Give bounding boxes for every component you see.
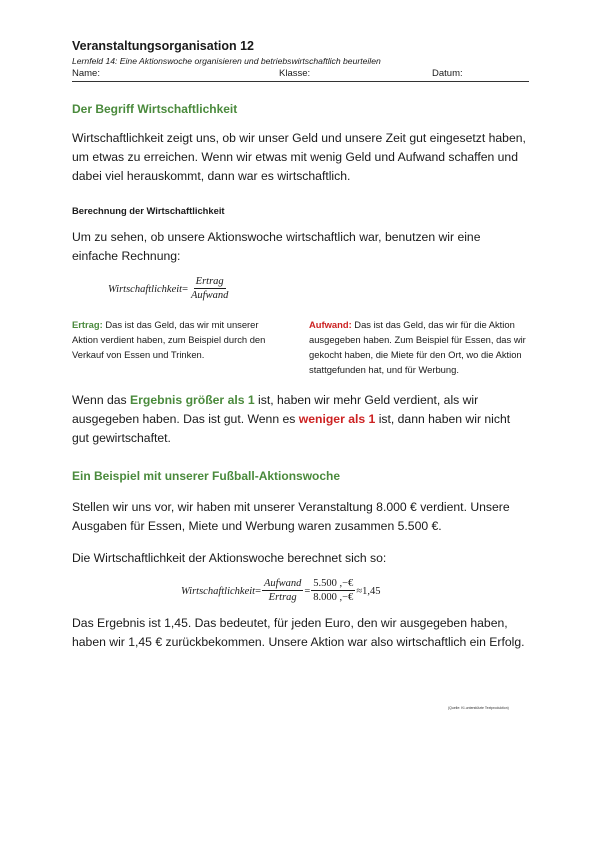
result-part1: Wenn das [72, 393, 131, 407]
formula-fraction [189, 276, 230, 302]
result-part3: ist, dann haben wir nicht gut gewirtschaftet. [72, 412, 511, 445]
datum-field-label: Datum: [432, 68, 463, 79]
section-heading-begriff: Der Begriff Wirtschaftlichkeit [72, 102, 238, 116]
formula-denominator: Aufwand [191, 290, 229, 301]
intro-paragraph: Wirtschaftlichkeit zeigt uns, ob wir unser Geld und unsere Zeit gut eingesetzt haben, um etwas zu erreichen. Wenn wir etwas mit wenig Geld und Aufwand schaffen und dabei viel herauskommt, dann war es wirtschaftlich. [72, 131, 526, 183]
example-paragraph-2: Die Wirtschaftlichkeit der Aktionswoche berechnet sich so: [72, 551, 387, 565]
result-part2: ist, haben wir mehr Geld verdient, als wir ausgegeben haben. Das ist gut. Wenn es [72, 393, 479, 426]
student-fields-row [72, 67, 529, 82]
example-numerator-1: Aufwand [264, 578, 302, 589]
aufwand-label: Aufwand: [309, 319, 352, 330]
result-highlight-red: weniger als 1 [298, 412, 376, 426]
example-formula-equals: = [255, 585, 261, 597]
worksheet-subtitle: Lernfeld 14: Eine Aktionswoche organisieren und betriebswirtschaftlich beurteilen [72, 56, 381, 66]
calc-heading: Berechnung der Wirtschaftlichkeit [72, 205, 225, 216]
example-fraction-2 [311, 578, 355, 604]
worksheet-title: Veranstaltungsorganisation 12 [72, 39, 254, 53]
example-formula-equals-2: = [304, 585, 311, 597]
formula-example [181, 578, 529, 604]
ertrag-definition [72, 317, 272, 377]
result-highlight-green: Ergebnis größer als 1 [130, 393, 255, 407]
ertrag-label: Ertrag: [72, 319, 103, 330]
name-field-label: Name: [72, 68, 100, 79]
example-formula-result: ≈1,45 [356, 585, 381, 597]
example-formula-lhs: Wirtschaftlichkeit [181, 585, 256, 597]
example-paragraph-3: Das Ergebnis ist 1,45. Das bedeutet, für jeden Euro, den wir ausgegeben haben, haben wir 1,45 € zurückbekommen. Unsere Aktion war also wirtschaftlich ein Erfolg. [72, 616, 525, 649]
formula-equals: = [182, 283, 188, 295]
example-denominator-1: Ertrag [268, 592, 297, 603]
klasse-field-label: Klasse: [279, 68, 311, 79]
example-denominator-2: 8.000 ,−€ [313, 592, 354, 603]
aufwand-text: Das ist das Geld, das wir für die Aktion ausgegeben haben. Zum Beispiel für Essen, das wir gekocht haben, die Miete für den Ort, wo die Aktion stattgefunden hat, und für Werbung. [309, 319, 526, 375]
example-fraction-1 [262, 578, 303, 604]
formula-definition [108, 276, 529, 302]
worksheet-page [72, 38, 529, 652]
aufwand-definition [309, 317, 529, 377]
example-numerator-2: 5.500 ,−€ [313, 578, 354, 589]
ertrag-text: Das ist das Geld, das wir mit unserer Aktion verdient haben, zum Beispiel durch den Verkauf von Essen und Trinken. [72, 319, 266, 360]
result-paragraph [72, 391, 529, 448]
formula-lhs: Wirtschaftlichkeit [108, 283, 183, 295]
definitions-columns [72, 317, 529, 377]
section-heading-beispiel: Ein Beispiel mit unserer Fußball-Aktionswoche [72, 469, 341, 483]
source-note: (Quelle: KI-unterstützte Textproduktion) [448, 706, 509, 710]
example-paragraph-1: Stellen wir uns vor, wir haben mit unserer Veranstaltung 8.000 € verdient. Unsere Ausgaben für Essen, Miete und Werbung waren zusammen 5.500 €. [72, 500, 510, 533]
formula-numerator: Ertrag [195, 276, 224, 287]
calc-paragraph: Um zu sehen, ob unsere Aktionswoche wirtschaftlich war, benutzen wir eine einfache Rechnung: [72, 230, 481, 263]
